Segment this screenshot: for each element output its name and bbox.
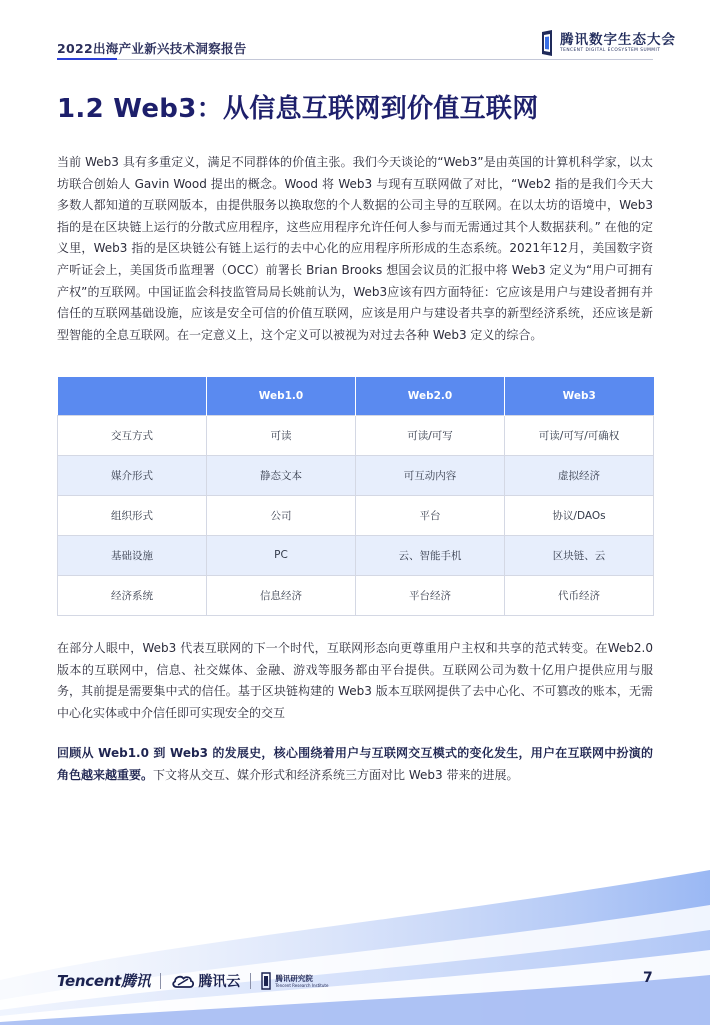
table-cell: 平台 xyxy=(356,495,505,535)
tencent-logo: Tencent腾讯 xyxy=(57,972,151,990)
summary-bold-text: 回顾从 Web1.0 到 Web3 的发展史，核心围绕着用户与互联网交互模式的变化发生，用户在互联网中扮演的角色越来越重要。 xyxy=(57,746,653,782)
table-row xyxy=(58,455,654,495)
table-header-cell: Web1.0 xyxy=(207,377,356,415)
table-header-cell xyxy=(58,377,207,415)
page-title: 1.2 Web3：从信息互联网到价值互联网 xyxy=(57,94,539,124)
table-row xyxy=(58,535,654,575)
table-cell: 基础设施 xyxy=(58,535,207,575)
table-cell: 组织形式 xyxy=(58,495,207,535)
table-header-cell: Web3 xyxy=(505,377,654,415)
table-cell: 公司 xyxy=(207,495,356,535)
research-institute-name: 腾讯研究院 xyxy=(275,973,313,983)
table-cell: 平台经济 xyxy=(356,575,505,615)
table-cell: 可互动内容 xyxy=(356,455,505,495)
table-cell: 交互方式 xyxy=(58,415,207,455)
table-cell: 经济系统 xyxy=(58,575,207,615)
intro-paragraph: 当前 Web3 具有多重定义，满足不同群体的价值主张。我们今天谈论的“Web3”是由英国的计算机科学家，以太坊联合创始人 Gavin Wood 提出的概念。Wood 将 Web3 与现有互联网做了对比，“Web2 指的是我们今天大多数人都知道的互联网版本，由提供服务以换取您的个人数据的公司主导的互联网。在以太坊的语境中，Web3 指的是在区块链上运行的分散式应用程序，这些应用程序允许任何人参与而无需通过其个人数据获利。” 在他的定义里，Web3 指的是区块链公有链上运行的去中心化的应用程序所形成的生态系统。2021年12月，美国数字资产听证会上，美国货币监理署（OCC）前署长 Brian Brooks 想国会议员的汇报中将 Web3 定义为“用户可拥有产权”的互联网。中国证监会科技监管局局长姚前认为，Web3应该有四方面特征：它应该是用户与建设者拥有并信任的互联网基础设施，应该是安全可信的价值互联网，应该是用户与建设者共享的新型经济系统，还应该是新型智能的全息互联网。在一定意义上，这个定义可以被视为对过去各种 Web3 定义的综合。 xyxy=(57,155,653,342)
tencent-cloud-logo xyxy=(171,971,240,991)
page-number: 7 xyxy=(643,970,653,986)
summit-name: 腾讯数字生态大会 xyxy=(560,32,676,48)
research-institute-logo xyxy=(261,972,328,990)
table-row xyxy=(58,495,654,535)
table-cell: 可读 xyxy=(207,415,356,455)
research-institute-icon xyxy=(261,972,271,990)
tencent-cloud-label: 腾讯云 xyxy=(198,973,241,990)
research-institute-subtitle: Tencent Research Institute xyxy=(275,982,329,988)
table-cell: 代币经济 xyxy=(505,575,654,615)
table-header-cell: Web2.0 xyxy=(356,377,505,415)
summary-paragraph xyxy=(57,743,653,786)
footer-logos xyxy=(57,970,328,991)
table-cell: PC xyxy=(207,535,356,575)
footer-separator xyxy=(250,973,251,989)
table-cell: 可读/可写/可确权 xyxy=(505,415,654,455)
footer-wave-decoration xyxy=(0,860,710,1025)
table-cell: 云、智能手机 xyxy=(356,535,505,575)
table-cell: 静态文本 xyxy=(207,455,356,495)
table-cell: 区块链、云 xyxy=(505,535,654,575)
summit-subtitle: TENCENT DIGITAL ECOSYSTEM SUMMIT xyxy=(560,48,661,53)
table-cell: 信息经济 xyxy=(207,575,356,615)
summary-normal-text: 下文将从交互、媒介形式和经济系统三方面对比 Web3 带来的进展。 xyxy=(153,767,519,782)
report-title: 2022出海产业新兴技术洞察报告 xyxy=(57,41,247,56)
table-header-row xyxy=(58,377,654,415)
web-comparison-table xyxy=(57,377,654,616)
summit-emblem-icon xyxy=(540,30,554,56)
header-divider xyxy=(57,59,653,60)
table-cell: 协议/DAOs xyxy=(505,495,654,535)
table-cell: 虚拟经济 xyxy=(505,455,654,495)
table-row xyxy=(58,415,654,455)
body-paragraph: 在部分人眼中，Web3 代表互联网的下一个时代，互联网形态向更尊重用户主权和共享的范式转变。在Web2.0 版本的互联网中，信息、社交媒体、金融、游戏等服务都由平台提供。互联网公司为数十亿用户提供应用与服务，其前提是需要集中式的信任。基于区块链构建的 Web3 版本互联网提供了去中心化、不可篡改的账本，无需中心化实体或中介信任即可实现安全的交互 xyxy=(57,641,653,720)
table-cell: 可读/可写 xyxy=(356,415,505,455)
summit-logo xyxy=(540,30,676,56)
table-row xyxy=(58,575,654,615)
cloud-icon xyxy=(171,974,195,988)
footer-separator xyxy=(160,973,161,989)
header-divider-accent xyxy=(57,58,117,60)
table-cell: 媒介形式 xyxy=(58,455,207,495)
